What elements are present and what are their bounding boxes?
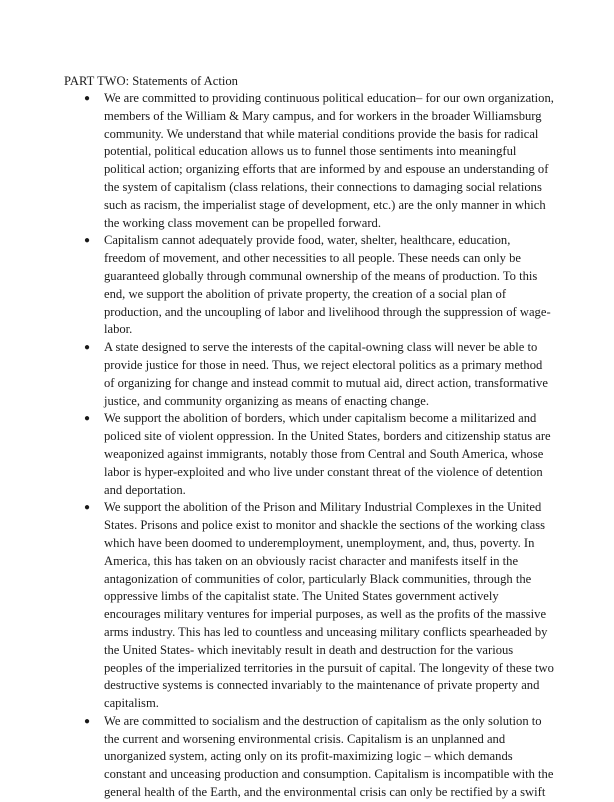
statements-list — [84, 90, 554, 802]
statement-text: We support the abolition of the Prison and Military Industrial Complexes in the United States. Prisons and police exist to monitor and shackle the sections of the working class which have been doomed to underemployment, unemployment, and, thus, poverty. In America, this has taken on an obviously racist character and manifests itself in the antagonization of communities of color, particularly Black communities, through the oppressive limbs of the capitalist state. The United States government actively encourages military ventures for imperial purposes, as well as the profits of the massive arms industry. This has led to countless and unceasing military conflicts spearheaded by the United States- which inevitably result in death and destruction for the various peoples of the imperialized territories in the pursuit of capital. The longevity of these two destructive systems is connected invariably to the maintenance of private property and capitalism. — [104, 500, 554, 711]
statement-item — [84, 499, 554, 713]
section-heading: PART TWO: Statements of Action — [64, 74, 238, 88]
statement-text: We are committed to socialism and the destruction of capitalism as the only solution to the current and worsening environmental crisis. Capitalism is an unplanned and unorganized system, acting only on its profit-maximizing logic – which demands constant and unceasing production and consumption. Capitalism is incompatible with the general health of the Earth, and the environmental crisis can only be rectified by a swift — [104, 713, 554, 800]
statement-text: We support the abolition of borders, which under capitalism become a militarized and policed site of violent oppression. In the United States, borders and citizenship status are weaponized against immigrants, notably those from Central and South America, whose labor is hyper-exploited and who live under constant threat of the violence of detention and deportation. — [104, 411, 551, 497]
statement-item — [84, 713, 554, 802]
statement-item — [84, 232, 554, 339]
bullet-icon: ● — [84, 413, 91, 425]
bullet-icon: ● — [84, 235, 91, 247]
statement-text: Capitalism cannot adequately provide food, water, shelter, healthcare, education, freedom of movement, and other necessities to all people. These needs can only be guaranteed globally through communal ownership of the means of production. To this end, we support the abolition of private property, the creation of a social plan of production, and the uncoupling of labor and livelihood through the suppression of wage-labor. — [104, 233, 551, 337]
bullet-icon: ● — [84, 502, 91, 514]
statement-item — [84, 410, 554, 499]
statement-text: A state designed to serve the interests of the capital-owning class will never be able to provide justice for those in need. Thus, we reject electoral politics as a primary method of organizing for change and instead commit to mutual aid, direct action, transformative justice, and community organizing as means of enacting change. — [104, 340, 548, 408]
statement-item — [84, 90, 554, 232]
bullet-icon: ● — [84, 93, 91, 104]
statement-text: We are committed to providing continuous political education– for our own organization, members of the William & Mary campus, and for workers in the broader Williamsburg community. We understand that while material conditions provide the basis for radical potential, political education allows us to funnel those sentiments into meaningful political action; organizing efforts that are informed by and espouse an understanding of the system of capitalism (class relations, their connections to damaging social relations such as racism, the imperialist stage of development, etc.) are the only manner in which the working class movement can be propelled forward. — [104, 91, 554, 230]
statement-item — [84, 339, 554, 410]
bullet-icon: ● — [84, 342, 91, 354]
bullet-icon: ● — [84, 715, 91, 727]
